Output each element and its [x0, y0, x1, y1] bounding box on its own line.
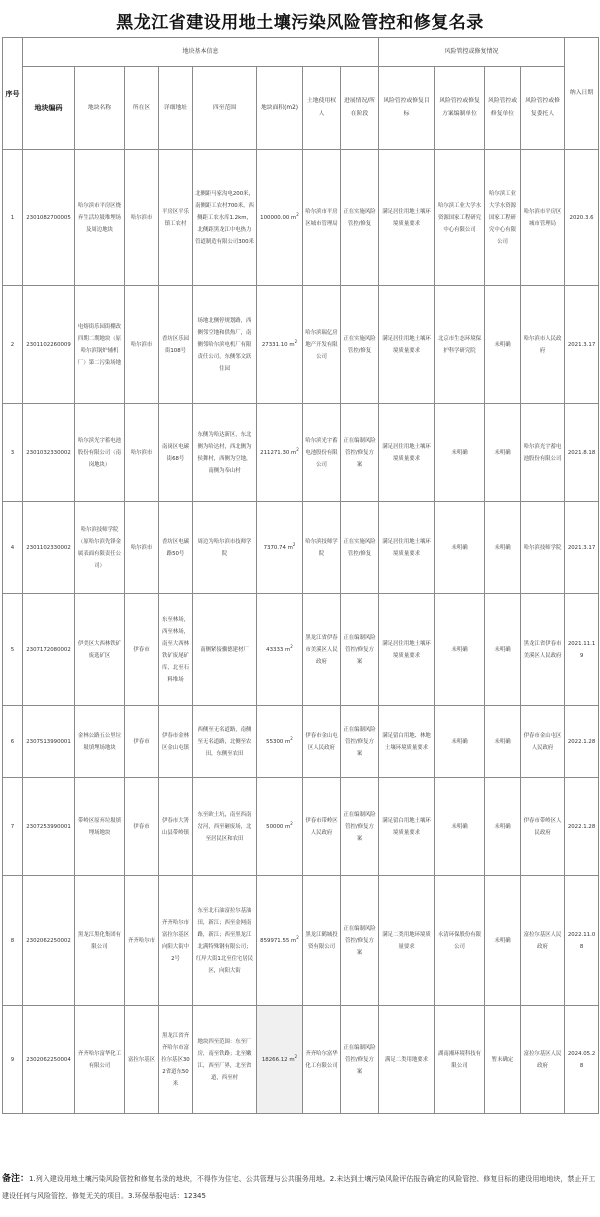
area-unit: $m^2$	[289, 211, 299, 221]
cell-no	[3, 404, 23, 502]
cell-code-text: 2302062250002	[26, 937, 71, 944]
cell-client-text: 哈尔滨技师学院	[523, 544, 562, 551]
table-row	[3, 706, 599, 778]
cell-owner	[303, 150, 341, 286]
cell-progress	[341, 1006, 379, 1114]
cell-no-text: 9	[10, 1056, 15, 1063]
cell-address-text: 平房区平乐镇工农村	[162, 208, 189, 227]
cell-owner	[303, 876, 341, 1006]
cell-plan-unit	[435, 778, 485, 876]
cell-address-text: 东至林场，西至林场，南至大西林铁矿废尾矿库，北至石料堆场	[162, 616, 189, 683]
cell-target	[379, 1006, 435, 1114]
cell-name-text: 齐齐哈尔富华化工有限公司	[77, 1050, 122, 1069]
area-unit: $m^2$	[289, 934, 299, 944]
cell-owner	[303, 706, 341, 778]
cell-owner	[303, 778, 341, 876]
footer-text: 1.列入建设用地土壤污染风险管控和修复名录的地块，不得作为住宅、公共管理与公共服务用地。2.未达到土壤污染风险评估报告确定的风险管控、修复目标的建设用地地块，禁止开工建设任何与风险管控、修复无关的项目。3.环保举报电话：12345	[2, 1175, 596, 1200]
cell-owner	[303, 594, 341, 706]
cell-boundary	[193, 876, 257, 1006]
cell-plan-unit-text: 未明确	[451, 646, 468, 653]
cell-no	[3, 778, 23, 876]
cell-no	[3, 150, 23, 286]
cell-area	[257, 1006, 303, 1114]
cell-code-text: 2307253990001	[26, 823, 71, 830]
table-row	[3, 594, 599, 706]
cell-target	[379, 502, 435, 594]
cell-plan-unit-text: 未明确	[451, 823, 468, 830]
cell-target-text: 满足居住用地土壤环境质量要求	[382, 335, 431, 354]
cell-progress-text: 正在实施风险管控/修复	[343, 335, 376, 354]
cell-name-text: 金林公路五公里垃圾填埋场地块	[77, 732, 122, 751]
cell-progress	[341, 502, 379, 594]
cell-area	[257, 150, 303, 286]
cell-code-text: 2301082700005	[26, 214, 71, 221]
cell-address	[159, 502, 193, 594]
cell-client-text: 富拉尔基区人民政府	[523, 1050, 562, 1069]
cell-name	[75, 594, 125, 706]
cell-progress	[341, 594, 379, 706]
cell-target	[379, 286, 435, 404]
cell-code-text: 2307172080002	[26, 646, 71, 653]
cell-target-text: 满足留白用地、林地土壤环境质量要求	[382, 732, 431, 751]
cell-plan-unit	[435, 404, 485, 502]
cell-client-text: 伊春市金山屯区人民政府	[523, 732, 562, 751]
cell-no	[3, 502, 23, 594]
cell-address-text: 南岗区电碳街68号	[162, 443, 189, 462]
cell-code-text: 2307513990001	[26, 738, 71, 745]
cell-address-text: 香坊区电碳路50号	[162, 538, 189, 557]
area-unit: $m^2$	[283, 820, 293, 830]
cell-client	[521, 594, 565, 706]
cell-client-text: 黑龙江省伊春市美溪区人民政府	[523, 640, 562, 659]
cell-district-text: 伊春市	[133, 823, 150, 830]
cell-name	[75, 876, 125, 1006]
cell-name-text: 电熔街乐园街棚改四期二期地块（原哈尔滨锅炉辅机厂）第二污染场地	[77, 323, 122, 366]
header-progress: 进展情况/所在阶段	[341, 67, 379, 150]
cell-code	[23, 404, 75, 502]
cell-area-text: 43333	[266, 646, 284, 653]
cell-district	[125, 706, 159, 778]
cell-client-text: 哈尔滨市平房区城市管理局	[523, 208, 562, 227]
cell-area	[257, 404, 303, 502]
page-title: 黑龙江省建设用地土壤污染风险管控和修复名录	[116, 13, 484, 33]
cell-name-text: 带岭区原弃垃圾填埋场地块	[77, 817, 122, 836]
cell-no-text: 5	[10, 646, 15, 653]
cell-name-text: 哈尔滨光宇蓄电池股份有限公司（南岗地块）	[77, 437, 122, 468]
cell-impl-unit-text: 未明确	[494, 823, 511, 830]
cell-boundary	[193, 594, 257, 706]
cell-no-text: 2	[10, 341, 15, 348]
cell-area-text: 55300	[266, 738, 284, 745]
header-target: 风险管控或修复目标	[379, 67, 435, 150]
cell-owner	[303, 1006, 341, 1114]
cell-code-text: 2301102260009	[26, 341, 71, 348]
cell-name	[75, 502, 125, 594]
table-row	[3, 150, 599, 286]
cell-progress-text: 正在编制风险管控/修复方案	[343, 811, 376, 842]
cell-progress-text: 正在编制风险管控/修复方案	[343, 634, 376, 665]
cell-code	[23, 286, 75, 404]
cell-progress-text: 正在编制风险管控/修复方案	[343, 437, 376, 468]
cell-client	[521, 706, 565, 778]
cell-name	[75, 778, 125, 876]
cell-date-text: 2020.3.6	[569, 214, 594, 221]
cell-owner	[303, 502, 341, 594]
cell-progress	[341, 778, 379, 876]
cell-client	[521, 502, 565, 594]
cell-impl-unit-text: 未明确	[494, 341, 511, 348]
cell-impl-unit	[485, 502, 521, 594]
cell-area	[257, 706, 303, 778]
cell-impl-unit-text: 未明确	[494, 449, 511, 456]
cell-date	[565, 286, 599, 404]
table-row	[3, 1006, 599, 1114]
cell-no	[3, 594, 23, 706]
cell-code	[23, 502, 75, 594]
cell-date	[565, 502, 599, 594]
header-plan-unit: 风险管控或修复方案编制单位	[435, 67, 485, 150]
cell-no-text: 7	[10, 823, 15, 830]
cell-owner-text: 哈尔滨技师学院	[305, 538, 338, 557]
cell-date-text: 2024.05.28	[567, 1050, 596, 1069]
cell-code-text: 2302062250004	[26, 1056, 71, 1063]
cell-date-text: 2021.3.17	[567, 341, 596, 348]
cell-address-text: 伊春市金林区金山屯镇	[162, 732, 189, 751]
cell-boundary	[193, 502, 257, 594]
cell-date	[565, 1006, 599, 1114]
cell-boundary-text: 周边为哈尔滨市技师学院	[197, 538, 252, 557]
cell-owner-text: 齐齐哈尔富华化工有限公司	[305, 1050, 338, 1069]
cell-code	[23, 1006, 75, 1114]
cell-target-text: 满足居住用地土壤环境质量要求	[382, 443, 431, 462]
cell-no	[3, 1006, 23, 1114]
remediation-table	[2, 37, 599, 1114]
cell-area-text: 7370.74	[263, 544, 286, 551]
cell-boundary	[193, 404, 257, 502]
cell-name	[75, 286, 125, 404]
cell-impl-unit	[485, 150, 521, 286]
cell-plan-unit	[435, 1006, 485, 1114]
header-area: 地块面积(m2)	[257, 67, 303, 150]
cell-boundary-text: 场地北侧停规划路，西侧邻空地和供热厂，南侧邻哈尔滨电机厂有限责任公司，东侧邻文跃住园	[197, 317, 252, 372]
cell-target	[379, 594, 435, 706]
cell-owner-text: 黑龙江省伊春市美溪区人民政府	[305, 634, 338, 665]
header-client: 风险管控或修复委托人	[521, 67, 565, 150]
cell-boundary-text: 地块四至范围：东至厂房，南至铁路；北至嫩江，西至厂界，北至省道，西至村	[197, 1038, 252, 1081]
area-unit: $m^2$	[283, 735, 293, 745]
cell-client	[521, 1006, 565, 1114]
cell-name-text: 伊美区大西林铁矿废选矿区	[77, 640, 122, 659]
cell-progress	[341, 286, 379, 404]
cell-name-text: 哈尔滨技师学院（原哈尔滨先锋金属表面有限责任公司）	[77, 526, 122, 569]
header-impl-unit: 风险管控或修复单位	[485, 67, 521, 150]
cell-area-text: 211271.30	[260, 449, 290, 456]
table-row	[3, 876, 599, 1006]
cell-address	[159, 404, 193, 502]
header-seq: 序号	[3, 38, 23, 150]
cell-client	[521, 404, 565, 502]
cell-district-text: 伊春市	[133, 738, 150, 745]
cell-area	[257, 286, 303, 404]
cell-target	[379, 150, 435, 286]
cell-district-text: 哈尔滨市	[130, 341, 153, 348]
cell-client	[521, 150, 565, 286]
cell-target	[379, 404, 435, 502]
cell-owner	[303, 286, 341, 404]
cell-no-text: 6	[10, 738, 15, 745]
cell-plan-unit	[435, 150, 485, 286]
cell-client	[521, 778, 565, 876]
cell-progress-text: 正在编制风险管控/修复方案	[343, 1044, 376, 1075]
cell-code	[23, 706, 75, 778]
cell-plan-unit-text: 哈尔滨工业大学水资源国家工程研究中心有限公司	[437, 202, 482, 233]
cell-target	[379, 778, 435, 876]
cell-owner-text: 哈尔滨瑞亿房地产开发有限公司	[305, 329, 338, 360]
cell-address	[159, 876, 193, 1006]
cell-progress-text: 正在实施风险管控/修复	[343, 538, 376, 557]
cell-boundary-text: 东侧为哈达新区，东北侧为哈达村，西北侧为侯舞村，西侧为空地，南侧为奉山村	[197, 431, 252, 474]
cell-district	[125, 150, 159, 286]
cell-date-text: 2022.1.28	[567, 823, 596, 830]
cell-district-text: 哈尔滨市	[130, 214, 153, 221]
cell-impl-unit-text: 未明确	[494, 544, 511, 551]
area-unit: $m^2$	[287, 338, 298, 348]
cell-district-text: 哈尔滨市	[130, 449, 153, 456]
cell-date	[565, 778, 599, 876]
cell-district-text: 齐齐哈尔市	[128, 937, 155, 944]
cell-district	[125, 876, 159, 1006]
cell-plan-unit	[435, 876, 485, 1006]
cell-code	[23, 594, 75, 706]
cell-date	[565, 876, 599, 1006]
cell-target-text: 满足二类用地要求	[384, 1056, 429, 1063]
cell-target	[379, 876, 435, 1006]
cell-owner-text: 伊春市金山屯区人民政府	[305, 732, 338, 751]
cell-target-text: 满足居住用地土壤环境质量要求	[382, 208, 431, 227]
cell-date	[565, 706, 599, 778]
cell-impl-unit	[485, 706, 521, 778]
cell-client-text: 富拉尔基区人民政府	[523, 931, 562, 950]
cell-area-text: 27331.10	[261, 341, 288, 348]
cell-code	[23, 876, 75, 1006]
cell-area-text: 18266.12	[261, 1056, 288, 1063]
cell-owner-text: 黑龙江鹤城投资有限公司	[305, 931, 338, 950]
cell-address	[159, 1006, 193, 1114]
table-row	[3, 502, 599, 594]
cell-owner-text: 伊春市带岭区人民政府	[305, 817, 338, 836]
cell-boundary	[193, 286, 257, 404]
cell-code	[23, 150, 75, 286]
footer-label: 备注：	[2, 1174, 30, 1184]
cell-plan-unit-text: 未明确	[451, 738, 468, 745]
header-group-basic: 地块基本信息	[23, 38, 379, 67]
cell-district-text: 哈尔滨市	[130, 544, 153, 551]
cell-boundary	[193, 150, 257, 286]
cell-name-text: 哈尔滨市平房区烧弃生活垃圾堆埋场及周边地块	[77, 202, 122, 233]
cell-no-text: 4	[10, 544, 15, 551]
cell-code-text: 2301102330002	[26, 544, 71, 551]
cell-area-text: 859971.55	[260, 937, 290, 944]
cell-owner-text: 哈尔滨光宇蓄电池股份有限公司	[305, 437, 338, 468]
cell-address	[159, 778, 193, 876]
cell-impl-unit-text: 未明确	[494, 937, 511, 944]
cell-target-text: 满足居住用地土壤环境质量要求	[382, 538, 431, 557]
cell-address	[159, 706, 193, 778]
cell-no	[3, 286, 23, 404]
cell-date	[565, 594, 599, 706]
cell-impl-unit-text: 未明确	[494, 646, 511, 653]
cell-boundary-text: 北侧距马家沟电200米，南侧距工农村700米，西侧距工农水库1.2km，北侧距黑龙江中电热力管道制造有限公司300米	[195, 190, 254, 245]
cell-plan-unit-text: 永清环保股份有限公司	[437, 931, 482, 950]
table-row	[3, 778, 599, 876]
cell-code-text: 2301032330002	[26, 449, 71, 456]
cell-no	[3, 706, 23, 778]
header-boundary: 四至范围	[193, 67, 257, 150]
cell-boundary	[193, 1006, 257, 1114]
cell-target-text: 满足留白用地土壤环境质量要求	[382, 817, 431, 836]
cell-code	[23, 778, 75, 876]
cell-progress	[341, 404, 379, 502]
cell-no	[3, 876, 23, 1006]
cell-plan-unit-text: 未明确	[451, 449, 468, 456]
cell-name	[75, 150, 125, 286]
cell-date-text: 2022.1.28	[567, 738, 596, 745]
cell-client	[521, 876, 565, 1006]
area-unit: $m^2$	[285, 541, 296, 551]
header-include-date: 纳入日期	[565, 38, 599, 150]
header-name: 地块名称	[75, 67, 125, 150]
cell-date-text: 2021.3.17	[567, 544, 596, 551]
cell-target-text: 满足二类用地环境质量要求	[382, 931, 431, 950]
cell-impl-unit	[485, 778, 521, 876]
cell-address	[159, 286, 193, 404]
cell-area	[257, 594, 303, 706]
cell-no-text: 3	[10, 449, 15, 456]
header-owner: 土地使用权人	[303, 67, 341, 150]
cell-progress	[341, 150, 379, 286]
cell-plan-unit	[435, 594, 485, 706]
cell-boundary-text: 东至欧土坑，南至西南岔河，西至砸废场，北至居民区和农田	[197, 811, 252, 842]
cell-target	[379, 706, 435, 778]
cell-plan-unit	[435, 502, 485, 594]
cell-district	[125, 286, 159, 404]
cell-no-text: 8	[10, 937, 15, 944]
cell-date-text: 2022.11.08	[567, 931, 596, 950]
cell-boundary-text: 东至北石油富拉尔基油田，新江；西至金网南路，新江；西至黑龙江北满特殊钢有限公司；红岸大街1北至住宅居民区，向阳大街	[195, 907, 254, 974]
cell-address	[159, 150, 193, 286]
cell-area-text: 50000	[266, 823, 284, 830]
cell-district-text: 富拉尔基区	[128, 1056, 155, 1063]
cell-district	[125, 594, 159, 706]
cell-owner-text: 哈尔滨市平房区城市管理局	[305, 208, 338, 227]
cell-name-text: 黑龙江黑化集团有限公司	[77, 931, 122, 950]
cell-plan-unit-text: 未明确	[451, 544, 468, 551]
cell-district	[125, 778, 159, 876]
cell-name	[75, 706, 125, 778]
cell-date	[565, 150, 599, 286]
area-unit: $m^2$	[283, 643, 293, 653]
cell-plan-unit-text: 北京市生态环境保护科学研究院	[437, 335, 482, 354]
area-unit: $m^2$	[287, 1053, 298, 1063]
table-row	[3, 286, 599, 404]
cell-progress-text: 正在实施风险管控/修复	[343, 208, 376, 227]
cell-district	[125, 1006, 159, 1114]
cell-name	[75, 1006, 125, 1114]
cell-plan-unit	[435, 286, 485, 404]
cell-impl-unit	[485, 876, 521, 1006]
table-row	[3, 404, 599, 502]
cell-area-text: 100000.00	[260, 214, 290, 221]
cell-owner	[303, 404, 341, 502]
cell-progress-text: 正在编制风险管控/修复方案	[343, 925, 376, 956]
cell-area	[257, 502, 303, 594]
cell-address-text: 黑龙江省齐齐哈尔市富拉尔基区302省道东50米	[161, 1032, 190, 1087]
cell-client	[521, 286, 565, 404]
header-code: 地块编码	[23, 67, 75, 150]
cell-address	[159, 594, 193, 706]
cell-address-text: 齐齐哈尔市富拉尔基区向阳大街中2号	[162, 919, 189, 962]
cell-impl-unit-text: 暂未确定	[491, 1056, 514, 1063]
cell-plan-unit	[435, 706, 485, 778]
cell-area	[257, 778, 303, 876]
cell-target-text: 满足居住用地土壤环境质量要求	[382, 640, 431, 659]
header-group-risk: 风险管控或修复情况	[379, 38, 565, 67]
cell-impl-unit	[485, 286, 521, 404]
cell-district	[125, 502, 159, 594]
cell-area	[257, 876, 303, 1006]
cell-impl-unit-text: 哈尔滨工业大学水资源国家工程研究中心有限公司	[489, 190, 516, 245]
cell-boundary-text: 南侧紧接骥德建材厂	[200, 646, 249, 653]
header-district: 所在区	[125, 67, 159, 150]
header-address: 详细地址	[159, 67, 193, 150]
cell-impl-unit	[485, 404, 521, 502]
footer-note	[2, 1171, 598, 1205]
cell-boundary	[193, 778, 257, 876]
cell-address-text: 香坊区乐园街108号	[162, 335, 189, 354]
area-unit: $m^2$	[289, 446, 299, 456]
cell-no-text: 1	[10, 214, 15, 221]
cell-client-text: 伊春市带岭区人民政府	[523, 817, 562, 836]
cell-progress	[341, 706, 379, 778]
cell-boundary-text: 西侧至无名道路，南侧至无名道路，北侧至农田，东侧至农田	[197, 726, 252, 757]
cell-impl-unit-text: 未明确	[494, 738, 511, 745]
cell-plan-unit-text: 湖南湘环境科技有限公司	[437, 1050, 482, 1069]
cell-district	[125, 404, 159, 502]
cell-date-text: 2021.11.19	[567, 640, 596, 659]
cell-date-text: 2021.8.18	[567, 449, 596, 456]
cell-district-text: 伊春市	[133, 646, 150, 653]
cell-date	[565, 404, 599, 502]
cell-client-text: 哈尔滨市人民政府	[523, 335, 562, 354]
cell-progress-text: 正在编制风险管控/修复方案	[343, 726, 376, 757]
cell-boundary	[193, 706, 257, 778]
cell-impl-unit	[485, 594, 521, 706]
cell-name	[75, 404, 125, 502]
cell-progress	[341, 876, 379, 1006]
cell-client-text: 哈尔滨光宇蓄电池股份有限公司	[523, 443, 562, 462]
cell-impl-unit	[485, 1006, 521, 1114]
cell-address-text: 伊春市大箐山县带岭镇	[162, 817, 189, 836]
